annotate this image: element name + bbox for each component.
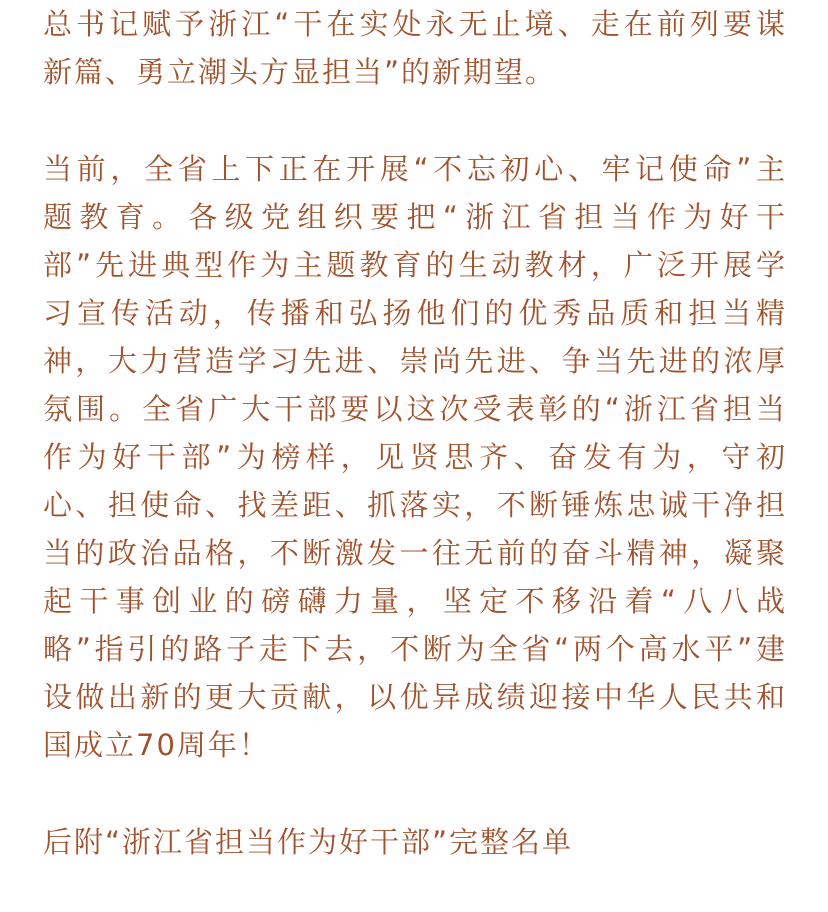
text-line: 习宣传活动，传播和弘扬他们的优秀品质和担当精 bbox=[43, 296, 785, 330]
full-list-link-text: 后附“浙江省担当作为好干部”完整名单 bbox=[43, 825, 574, 859]
text-line: 作为好干部”为榜样，见贤思齐、奋发有为，守初 bbox=[43, 440, 785, 474]
text-line: 新篇、勇立潮头方显担当”的新期望。 bbox=[43, 55, 557, 89]
paragraph-full-list-note bbox=[43, 818, 785, 866]
text-line: 总书记赋予浙江“干在实处永无止境、走在前列要谋 bbox=[43, 7, 785, 41]
text-line: 当的政治品格，不断激发一往无前的奋斗精神，凝聚 bbox=[43, 536, 785, 570]
article-body bbox=[43, 0, 785, 866]
text-line: 部”先进典型作为主题教育的生动教材，广泛开展学 bbox=[43, 248, 785, 282]
paragraph-new-expectations bbox=[43, 0, 785, 96]
text-line: 氛围。全省广大干部要以这次受表彰的“浙江省担当 bbox=[43, 392, 785, 426]
text-line: 当前，全省上下正在开展“不忘初心、牢记使命”主 bbox=[43, 152, 785, 186]
text-line: 国成立70周年！ bbox=[43, 728, 270, 762]
text-line: 题教育。各级党组织要把“浙江省担当作为好干 bbox=[43, 200, 785, 234]
text-line: 设做出新的更大贡献，以优异成绩迎接中华人民共和 bbox=[43, 680, 785, 714]
paragraph-theme-education bbox=[43, 145, 785, 769]
text-line: 神，大力营造学习先进、崇尚先进、争当先进的浓厚 bbox=[43, 344, 785, 378]
text-line: 略”指引的路子走下去，不断为全省“两个高水平”建 bbox=[43, 632, 785, 666]
text-line: 心、担使命、找差距、抓落实，不断锤炼忠诚干净担 bbox=[43, 488, 785, 522]
text-line: 起干事创业的磅礴力量，坚定不移沿着“八八战 bbox=[43, 584, 785, 618]
